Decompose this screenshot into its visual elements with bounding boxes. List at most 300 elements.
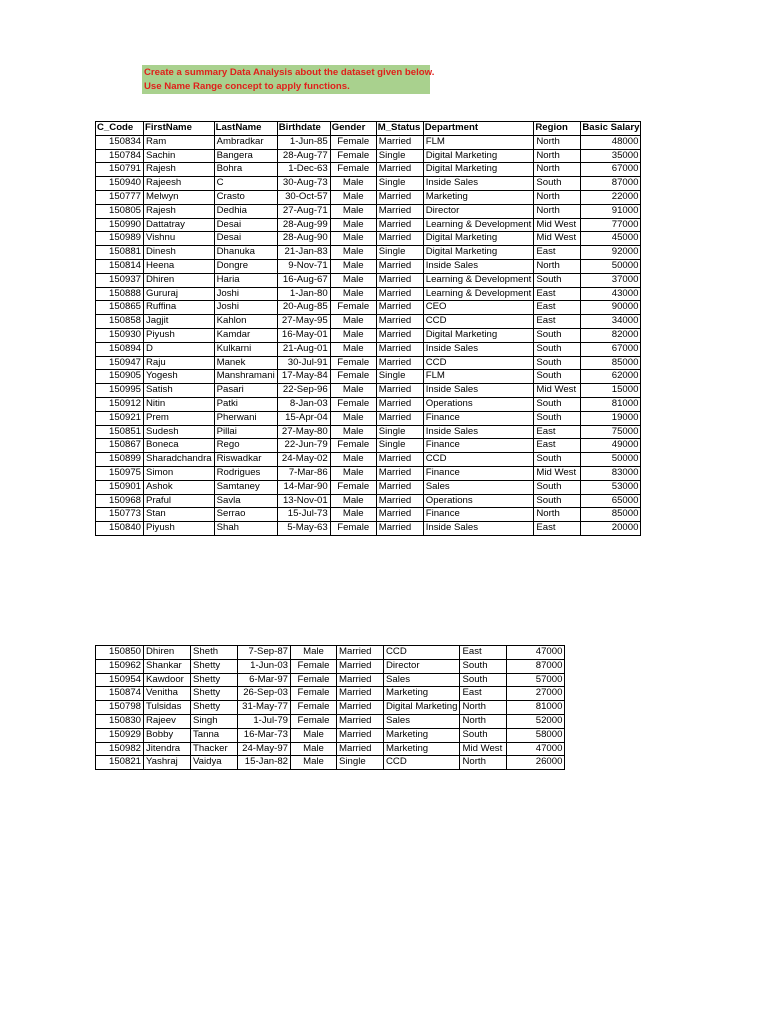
gender-cell[interactable]: Female xyxy=(330,135,376,149)
gender-cell[interactable]: Female xyxy=(330,149,376,163)
department-cell[interactable]: CCD xyxy=(423,315,534,329)
m-status-cell[interactable]: Single xyxy=(376,370,423,384)
basic-salary-cell[interactable]: 48000 xyxy=(581,135,641,149)
c-code-cell[interactable]: 150805 xyxy=(96,204,144,218)
m-status-cell[interactable]: Married xyxy=(376,163,423,177)
birthdate-cell[interactable]: 22-Sep-96 xyxy=(277,384,330,398)
region-cell[interactable]: South xyxy=(460,659,507,673)
basic-salary-cell[interactable]: 50000 xyxy=(581,453,641,467)
department-cell[interactable]: Director xyxy=(384,659,460,673)
m-status-cell[interactable]: Single xyxy=(376,439,423,453)
m-status-cell[interactable]: Married xyxy=(376,342,423,356)
department-cell[interactable]: Digital Marketing xyxy=(384,701,460,715)
basic-salary-cell[interactable]: 35000 xyxy=(581,149,641,163)
first-name-cell[interactable]: Dinesh xyxy=(144,246,215,260)
last-name-cell[interactable]: Joshi xyxy=(214,287,277,301)
birthdate-cell[interactable]: 31-May-77 xyxy=(238,701,291,715)
last-name-cell[interactable]: Tanna xyxy=(191,728,238,742)
last-name-cell[interactable]: Ambradkar xyxy=(214,135,277,149)
basic-salary-cell[interactable]: 85000 xyxy=(581,356,641,370)
first-name-cell[interactable]: Yogesh xyxy=(144,370,215,384)
last-name-cell[interactable]: Crasto xyxy=(214,190,277,204)
m-status-cell[interactable]: Married xyxy=(376,480,423,494)
m-status-cell[interactable]: Married xyxy=(376,273,423,287)
m-status-cell[interactable]: Married xyxy=(376,301,423,315)
last-name-cell[interactable]: Patki xyxy=(214,397,277,411)
first-name-cell[interactable]: Jagjit xyxy=(144,315,215,329)
region-cell[interactable]: Mid West xyxy=(534,466,581,480)
m-status-cell[interactable]: Married xyxy=(337,701,384,715)
region-cell[interactable]: East xyxy=(534,287,581,301)
last-name-cell[interactable]: Shetty xyxy=(191,659,238,673)
basic-salary-cell[interactable]: 45000 xyxy=(581,232,641,246)
gender-cell[interactable]: Male xyxy=(330,315,376,329)
birthdate-cell[interactable]: 15-Jan-82 xyxy=(238,756,291,770)
c-code-cell[interactable]: 150968 xyxy=(96,494,144,508)
birthdate-cell[interactable]: 14-Mar-90 xyxy=(277,480,330,494)
gender-cell[interactable]: Male xyxy=(330,259,376,273)
birthdate-cell[interactable]: 27-Aug-71 xyxy=(277,204,330,218)
m-status-cell[interactable]: Single xyxy=(376,177,423,191)
region-cell[interactable]: South xyxy=(534,177,581,191)
department-cell[interactable]: Sales xyxy=(384,714,460,728)
last-name-cell[interactable]: Samtaney xyxy=(214,480,277,494)
c-code-cell[interactable]: 150947 xyxy=(96,356,144,370)
region-cell[interactable]: East xyxy=(534,315,581,329)
first-name-cell[interactable]: Jitendra xyxy=(144,742,191,756)
basic-salary-cell[interactable]: 90000 xyxy=(581,301,641,315)
gender-cell[interactable]: Female xyxy=(291,714,337,728)
c-code-cell[interactable]: 150858 xyxy=(96,315,144,329)
last-name-cell[interactable]: Shetty xyxy=(191,687,238,701)
region-cell[interactable]: Mid West xyxy=(460,742,507,756)
region-cell[interactable]: South xyxy=(534,342,581,356)
first-name-cell[interactable]: Dhiren xyxy=(144,273,215,287)
first-name-cell[interactable]: D xyxy=(144,342,215,356)
first-name-cell[interactable]: Venitha xyxy=(144,687,191,701)
region-cell[interactable]: East xyxy=(534,439,581,453)
region-cell[interactable]: North xyxy=(534,163,581,177)
last-name-cell[interactable]: Pillai xyxy=(214,425,277,439)
c-code-cell[interactable]: 150995 xyxy=(96,384,144,398)
basic-salary-cell[interactable]: 82000 xyxy=(581,328,641,342)
c-code-cell[interactable]: 150851 xyxy=(96,425,144,439)
header-cell[interactable]: Gender xyxy=(330,122,376,136)
last-name-cell[interactable]: Haria xyxy=(214,273,277,287)
department-cell[interactable]: Director xyxy=(423,204,534,218)
department-cell[interactable]: Digital Marketing xyxy=(423,232,534,246)
basic-salary-cell[interactable]: 43000 xyxy=(581,287,641,301)
last-name-cell[interactable]: Bohra xyxy=(214,163,277,177)
department-cell[interactable]: Sales xyxy=(423,480,534,494)
basic-salary-cell[interactable]: 15000 xyxy=(581,384,641,398)
first-name-cell[interactable]: Rajeesh xyxy=(144,177,215,191)
gender-cell[interactable]: Male xyxy=(291,728,337,742)
first-name-cell[interactable]: Simon xyxy=(144,466,215,480)
last-name-cell[interactable]: Thacker xyxy=(191,742,238,756)
first-name-cell[interactable]: Sudesh xyxy=(144,425,215,439)
basic-salary-cell[interactable]: 87000 xyxy=(507,659,565,673)
birthdate-cell[interactable]: 21-Jan-83 xyxy=(277,246,330,260)
first-name-cell[interactable]: Praful xyxy=(144,494,215,508)
gender-cell[interactable]: Male xyxy=(330,494,376,508)
region-cell[interactable]: North xyxy=(460,756,507,770)
c-code-cell[interactable]: 150929 xyxy=(96,728,144,742)
birthdate-cell[interactable]: 24-May-97 xyxy=(238,742,291,756)
basic-salary-cell[interactable]: 57000 xyxy=(507,673,565,687)
region-cell[interactable]: South xyxy=(534,370,581,384)
department-cell[interactable]: Digital Marketing xyxy=(423,149,534,163)
last-name-cell[interactable]: Kamdar xyxy=(214,328,277,342)
m-status-cell[interactable]: Married xyxy=(376,190,423,204)
gender-cell[interactable]: Female xyxy=(291,659,337,673)
region-cell[interactable]: South xyxy=(534,328,581,342)
department-cell[interactable]: CCD xyxy=(423,356,534,370)
m-status-cell[interactable]: Married xyxy=(376,204,423,218)
m-status-cell[interactable]: Married xyxy=(376,232,423,246)
c-code-cell[interactable]: 150874 xyxy=(96,687,144,701)
region-cell[interactable]: East xyxy=(460,687,507,701)
last-name-cell[interactable]: Rodrigues xyxy=(214,466,277,480)
c-code-cell[interactable]: 150777 xyxy=(96,190,144,204)
m-status-cell[interactable]: Married xyxy=(337,659,384,673)
basic-salary-cell[interactable]: 77000 xyxy=(581,218,641,232)
department-cell[interactable]: CCD xyxy=(423,453,534,467)
basic-salary-cell[interactable]: 50000 xyxy=(581,259,641,273)
birthdate-cell[interactable]: 17-May-84 xyxy=(277,370,330,384)
basic-salary-cell[interactable]: 37000 xyxy=(581,273,641,287)
birthdate-cell[interactable]: 26-Sep-03 xyxy=(238,687,291,701)
m-status-cell[interactable]: Married xyxy=(337,728,384,742)
header-cell[interactable]: LastName xyxy=(214,122,277,136)
region-cell[interactable]: South xyxy=(534,397,581,411)
first-name-cell[interactable]: Sachin xyxy=(144,149,215,163)
last-name-cell[interactable]: Manshramani xyxy=(214,370,277,384)
c-code-cell[interactable]: 150990 xyxy=(96,218,144,232)
first-name-cell[interactable]: Rajesh xyxy=(144,163,215,177)
last-name-cell[interactable]: Kulkarni xyxy=(214,342,277,356)
c-code-cell[interactable]: 150840 xyxy=(96,522,144,536)
department-cell[interactable]: Finance xyxy=(423,466,534,480)
header-cell[interactable]: Department xyxy=(423,122,534,136)
last-name-cell[interactable]: Vaidya xyxy=(191,756,238,770)
basic-salary-cell[interactable]: 20000 xyxy=(581,522,641,536)
c-code-cell[interactable]: 150867 xyxy=(96,439,144,453)
c-code-cell[interactable]: 150962 xyxy=(96,659,144,673)
birthdate-cell[interactable]: 1-Jul-79 xyxy=(238,714,291,728)
birthdate-cell[interactable]: 15-Apr-04 xyxy=(277,411,330,425)
gender-cell[interactable]: Male xyxy=(330,190,376,204)
basic-salary-cell[interactable]: 92000 xyxy=(581,246,641,260)
c-code-cell[interactable]: 150899 xyxy=(96,453,144,467)
last-name-cell[interactable]: Dhanuka xyxy=(214,246,277,260)
last-name-cell[interactable]: Dongre xyxy=(214,259,277,273)
last-name-cell[interactable]: Singh xyxy=(191,714,238,728)
last-name-cell[interactable]: Desai xyxy=(214,218,277,232)
birthdate-cell[interactable]: 30-Aug-73 xyxy=(277,177,330,191)
basic-salary-cell[interactable]: 91000 xyxy=(581,204,641,218)
region-cell[interactable]: Mid West xyxy=(534,384,581,398)
c-code-cell[interactable]: 150881 xyxy=(96,246,144,260)
c-code-cell[interactable]: 150940 xyxy=(96,177,144,191)
first-name-cell[interactable]: Dattatray xyxy=(144,218,215,232)
m-status-cell[interactable]: Single xyxy=(376,149,423,163)
last-name-cell[interactable]: Shetty xyxy=(191,701,238,715)
department-cell[interactable]: Marketing xyxy=(384,742,460,756)
last-name-cell[interactable]: Joshi xyxy=(214,301,277,315)
basic-salary-cell[interactable]: 49000 xyxy=(581,439,641,453)
c-code-cell[interactable]: 150901 xyxy=(96,480,144,494)
gender-cell[interactable]: Male xyxy=(330,453,376,467)
gender-cell[interactable]: Female xyxy=(330,480,376,494)
region-cell[interactable]: North xyxy=(534,259,581,273)
first-name-cell[interactable]: Ashok xyxy=(144,480,215,494)
m-status-cell[interactable]: Married xyxy=(376,356,423,370)
c-code-cell[interactable]: 150912 xyxy=(96,397,144,411)
region-cell[interactable]: East xyxy=(460,646,507,660)
first-name-cell[interactable]: Melwyn xyxy=(144,190,215,204)
c-code-cell[interactable]: 150989 xyxy=(96,232,144,246)
gender-cell[interactable]: Female xyxy=(330,163,376,177)
region-cell[interactable]: East xyxy=(534,522,581,536)
gender-cell[interactable]: Male xyxy=(330,232,376,246)
region-cell[interactable]: South xyxy=(534,453,581,467)
region-cell[interactable]: South xyxy=(534,356,581,370)
basic-salary-cell[interactable]: 81000 xyxy=(581,397,641,411)
department-cell[interactable]: Operations xyxy=(423,397,534,411)
m-status-cell[interactable]: Married xyxy=(337,742,384,756)
gender-cell[interactable]: Female xyxy=(330,301,376,315)
birthdate-cell[interactable]: 8-Jan-03 xyxy=(277,397,330,411)
c-code-cell[interactable]: 150821 xyxy=(96,756,144,770)
header-cell[interactable]: C_Code xyxy=(96,122,144,136)
birthdate-cell[interactable]: 28-Aug-77 xyxy=(277,149,330,163)
m-status-cell[interactable]: Married xyxy=(376,411,423,425)
basic-salary-cell[interactable]: 75000 xyxy=(581,425,641,439)
c-code-cell[interactable]: 150784 xyxy=(96,149,144,163)
department-cell[interactable]: FLM xyxy=(423,370,534,384)
department-cell[interactable]: CEO xyxy=(423,301,534,315)
gender-cell[interactable]: Male xyxy=(291,646,337,660)
last-name-cell[interactable]: Manek xyxy=(214,356,277,370)
first-name-cell[interactable]: Vishnu xyxy=(144,232,215,246)
department-cell[interactable]: Learning & Development xyxy=(423,273,534,287)
birthdate-cell[interactable]: 27-May-80 xyxy=(277,425,330,439)
birthdate-cell[interactable]: 30-Oct-57 xyxy=(277,190,330,204)
m-status-cell[interactable]: Married xyxy=(376,397,423,411)
first-name-cell[interactable]: Satish xyxy=(144,384,215,398)
gender-cell[interactable]: Male xyxy=(330,177,376,191)
last-name-cell[interactable]: Shah xyxy=(214,522,277,536)
birthdate-cell[interactable]: 6-Mar-97 xyxy=(238,673,291,687)
department-cell[interactable]: Operations xyxy=(423,494,534,508)
gender-cell[interactable]: Male xyxy=(291,756,337,770)
c-code-cell[interactable]: 150830 xyxy=(96,714,144,728)
gender-cell[interactable]: Female xyxy=(330,356,376,370)
m-status-cell[interactable]: Married xyxy=(376,259,423,273)
m-status-cell[interactable]: Married xyxy=(376,384,423,398)
m-status-cell[interactable]: Married xyxy=(376,328,423,342)
department-cell[interactable]: Learning & Development xyxy=(423,218,534,232)
birthdate-cell[interactable]: 15-Jul-73 xyxy=(277,508,330,522)
gender-cell[interactable]: Female xyxy=(291,701,337,715)
department-cell[interactable]: Digital Marketing xyxy=(423,328,534,342)
department-cell[interactable]: Finance xyxy=(423,439,534,453)
last-name-cell[interactable]: Serrao xyxy=(214,508,277,522)
first-name-cell[interactable]: Shankar xyxy=(144,659,191,673)
birthdate-cell[interactable]: 5-May-63 xyxy=(277,522,330,536)
c-code-cell[interactable]: 150954 xyxy=(96,673,144,687)
birthdate-cell[interactable]: 20-Aug-85 xyxy=(277,301,330,315)
department-cell[interactable]: Inside Sales xyxy=(423,259,534,273)
department-cell[interactable]: Finance xyxy=(423,411,534,425)
basic-salary-cell[interactable]: 34000 xyxy=(581,315,641,329)
basic-salary-cell[interactable]: 52000 xyxy=(507,714,565,728)
basic-salary-cell[interactable]: 87000 xyxy=(581,177,641,191)
m-status-cell[interactable]: Married xyxy=(337,646,384,660)
region-cell[interactable]: South xyxy=(534,480,581,494)
last-name-cell[interactable]: Sheth xyxy=(191,646,238,660)
birthdate-cell[interactable]: 1-Jan-80 xyxy=(277,287,330,301)
last-name-cell[interactable]: Riswadkar xyxy=(214,453,277,467)
region-cell[interactable]: South xyxy=(534,494,581,508)
c-code-cell[interactable]: 150975 xyxy=(96,466,144,480)
first-name-cell[interactable]: Ruffina xyxy=(144,301,215,315)
region-cell[interactable]: South xyxy=(460,673,507,687)
birthdate-cell[interactable]: 28-Aug-99 xyxy=(277,218,330,232)
last-name-cell[interactable]: Kahlon xyxy=(214,315,277,329)
gender-cell[interactable]: Male xyxy=(330,411,376,425)
birthdate-cell[interactable]: 9-Nov-71 xyxy=(277,259,330,273)
basic-salary-cell[interactable]: 58000 xyxy=(507,728,565,742)
basic-salary-cell[interactable]: 67000 xyxy=(581,342,641,356)
gender-cell[interactable]: Male xyxy=(330,273,376,287)
department-cell[interactable]: CCD xyxy=(384,646,460,660)
last-name-cell[interactable]: Pherwani xyxy=(214,411,277,425)
m-status-cell[interactable]: Married xyxy=(376,315,423,329)
region-cell[interactable]: Mid West xyxy=(534,232,581,246)
first-name-cell[interactable]: Tulsidas xyxy=(144,701,191,715)
department-cell[interactable]: Marketing xyxy=(423,190,534,204)
department-cell[interactable]: Inside Sales xyxy=(423,522,534,536)
basic-salary-cell[interactable]: 19000 xyxy=(581,411,641,425)
header-cell[interactable]: Birthdate xyxy=(277,122,330,136)
m-status-cell[interactable]: Married xyxy=(376,135,423,149)
basic-salary-cell[interactable]: 67000 xyxy=(581,163,641,177)
department-cell[interactable]: Inside Sales xyxy=(423,384,534,398)
region-cell[interactable]: East xyxy=(534,301,581,315)
first-name-cell[interactable]: Heena xyxy=(144,259,215,273)
c-code-cell[interactable]: 150865 xyxy=(96,301,144,315)
c-code-cell[interactable]: 150791 xyxy=(96,163,144,177)
c-code-cell[interactable]: 150773 xyxy=(96,508,144,522)
department-cell[interactable]: Inside Sales xyxy=(423,425,534,439)
m-status-cell[interactable]: Married xyxy=(376,494,423,508)
first-name-cell[interactable]: Nitin xyxy=(144,397,215,411)
birthdate-cell[interactable]: 27-May-95 xyxy=(277,315,330,329)
first-name-cell[interactable]: Dhiren xyxy=(144,646,191,660)
birthdate-cell[interactable]: 16-May-01 xyxy=(277,328,330,342)
department-cell[interactable]: CCD xyxy=(384,756,460,770)
birthdate-cell[interactable]: 1-Dec-63 xyxy=(277,163,330,177)
gender-cell[interactable]: Male xyxy=(330,508,376,522)
header-cell[interactable]: FirstName xyxy=(144,122,215,136)
region-cell[interactable]: East xyxy=(534,425,581,439)
last-name-cell[interactable]: Bangera xyxy=(214,149,277,163)
first-name-cell[interactable]: Bobby xyxy=(144,728,191,742)
region-cell[interactable]: East xyxy=(534,246,581,260)
gender-cell[interactable]: Female xyxy=(291,673,337,687)
department-cell[interactable]: Sales xyxy=(384,673,460,687)
first-name-cell[interactable]: Rajesh xyxy=(144,204,215,218)
gender-cell[interactable]: Female xyxy=(291,687,337,701)
region-cell[interactable]: South xyxy=(460,728,507,742)
m-status-cell[interactable]: Married xyxy=(376,218,423,232)
header-cell[interactable]: Basic Salary xyxy=(581,122,641,136)
m-status-cell[interactable]: Married xyxy=(376,466,423,480)
birthdate-cell[interactable]: 16-Mar-73 xyxy=(238,728,291,742)
birthdate-cell[interactable]: 7-Mar-86 xyxy=(277,466,330,480)
region-cell[interactable]: South xyxy=(534,273,581,287)
m-status-cell[interactable]: Married xyxy=(376,453,423,467)
birthdate-cell[interactable]: 7-Sep-87 xyxy=(238,646,291,660)
birthdate-cell[interactable]: 28-Aug-90 xyxy=(277,232,330,246)
gender-cell[interactable]: Female xyxy=(330,370,376,384)
c-code-cell[interactable]: 150888 xyxy=(96,287,144,301)
region-cell[interactable]: North xyxy=(534,508,581,522)
last-name-cell[interactable]: Rego xyxy=(214,439,277,453)
region-cell[interactable]: South xyxy=(534,411,581,425)
c-code-cell[interactable]: 150798 xyxy=(96,701,144,715)
basic-salary-cell[interactable]: 27000 xyxy=(507,687,565,701)
m-status-cell[interactable]: Married xyxy=(376,508,423,522)
gender-cell[interactable]: Male xyxy=(330,246,376,260)
last-name-cell[interactable]: Shetty xyxy=(191,673,238,687)
department-cell[interactable]: Digital Marketing xyxy=(423,246,534,260)
c-code-cell[interactable]: 150930 xyxy=(96,328,144,342)
basic-salary-cell[interactable]: 47000 xyxy=(507,742,565,756)
region-cell[interactable]: North xyxy=(534,149,581,163)
region-cell[interactable]: North xyxy=(460,714,507,728)
last-name-cell[interactable]: Pasari xyxy=(214,384,277,398)
gender-cell[interactable]: Male xyxy=(330,342,376,356)
m-status-cell[interactable]: Married xyxy=(376,287,423,301)
basic-salary-cell[interactable]: 62000 xyxy=(581,370,641,384)
first-name-cell[interactable]: Gururaj xyxy=(144,287,215,301)
department-cell[interactable]: Finance xyxy=(423,508,534,522)
first-name-cell[interactable]: Sharadchandra xyxy=(144,453,215,467)
first-name-cell[interactable]: Prem xyxy=(144,411,215,425)
m-status-cell[interactable]: Married xyxy=(337,687,384,701)
basic-salary-cell[interactable]: 85000 xyxy=(581,508,641,522)
gender-cell[interactable]: Male xyxy=(330,425,376,439)
department-cell[interactable]: Marketing xyxy=(384,687,460,701)
c-code-cell[interactable]: 150850 xyxy=(96,646,144,660)
gender-cell[interactable]: Male xyxy=(330,328,376,342)
department-cell[interactable]: Inside Sales xyxy=(423,342,534,356)
c-code-cell[interactable]: 150894 xyxy=(96,342,144,356)
first-name-cell[interactable]: Stan xyxy=(144,508,215,522)
department-cell[interactable]: FLM xyxy=(423,135,534,149)
gender-cell[interactable]: Male xyxy=(330,204,376,218)
last-name-cell[interactable]: Savla xyxy=(214,494,277,508)
first-name-cell[interactable]: Raju xyxy=(144,356,215,370)
birthdate-cell[interactable]: 13-Nov-01 xyxy=(277,494,330,508)
c-code-cell[interactable]: 150834 xyxy=(96,135,144,149)
c-code-cell[interactable]: 150982 xyxy=(96,742,144,756)
region-cell[interactable]: North xyxy=(534,135,581,149)
region-cell[interactable]: North xyxy=(460,701,507,715)
